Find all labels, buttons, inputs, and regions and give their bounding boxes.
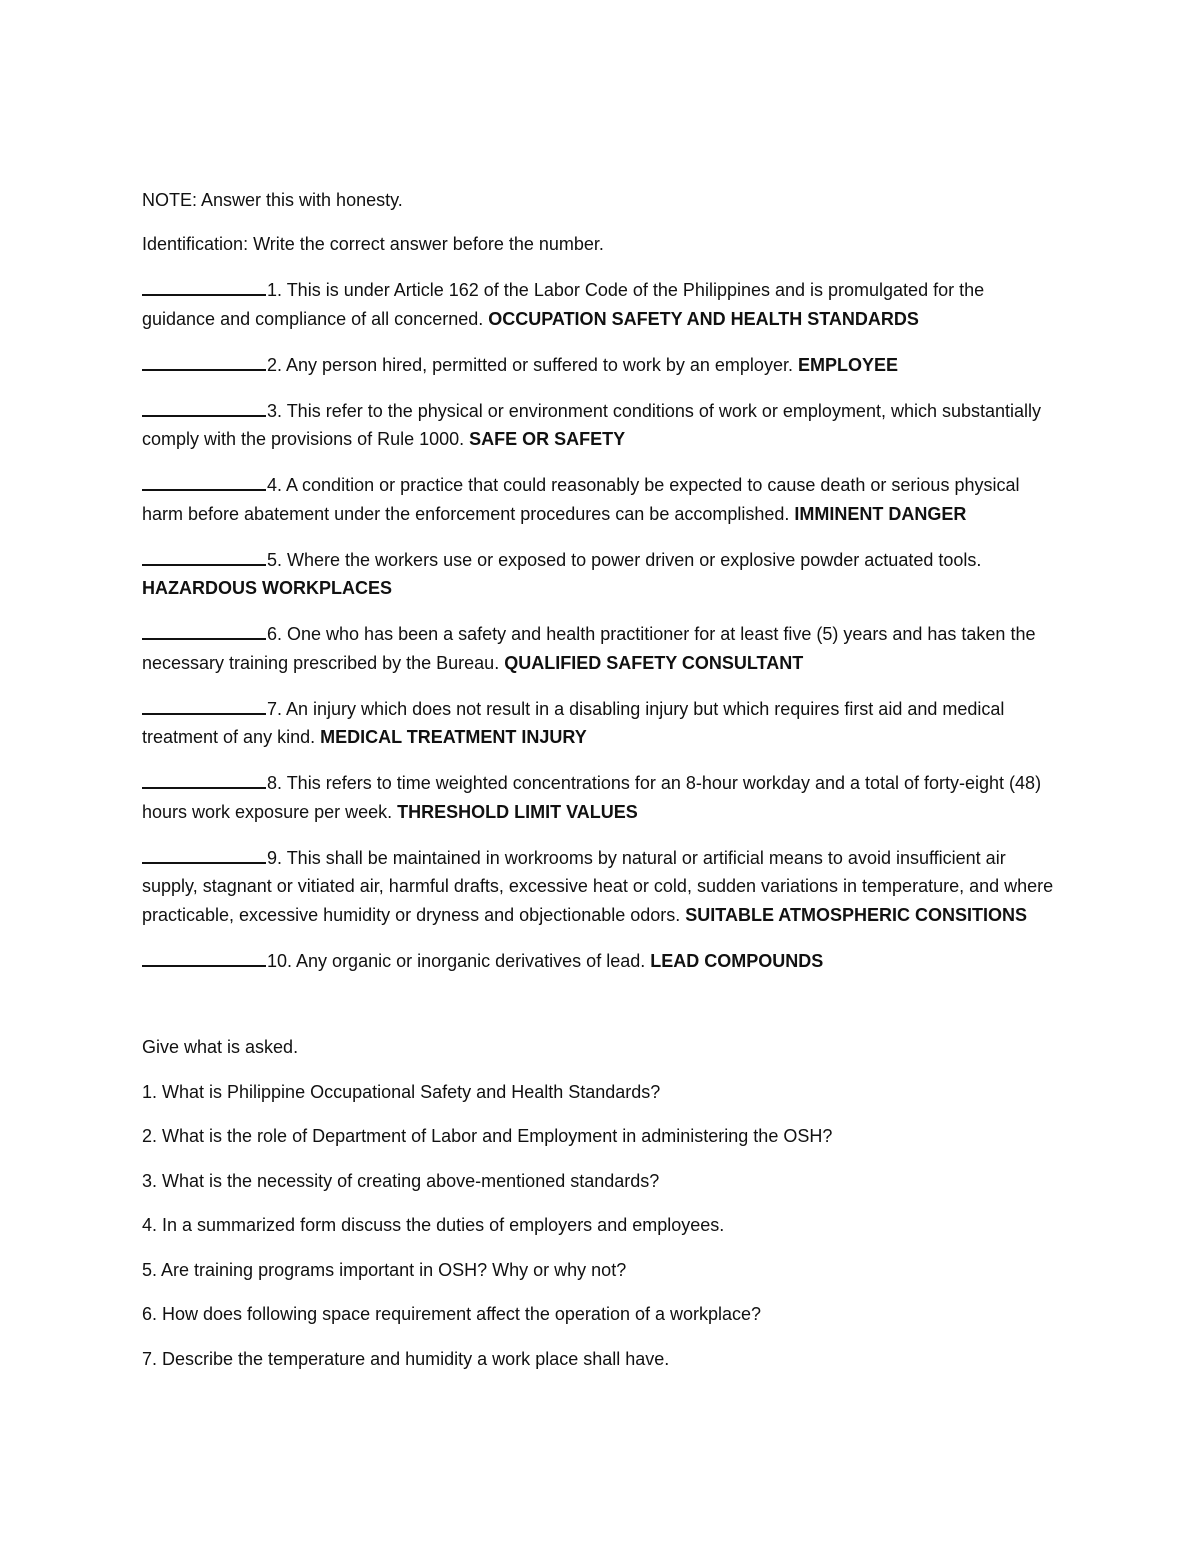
answer-blank[interactable] <box>142 349 266 371</box>
item-answer: SAFE OR SAFETY <box>469 429 626 449</box>
item-number: 2. <box>267 354 283 375</box>
question-item: 3. What is the necessity of creating above-mentioned standards? <box>142 1170 660 1191</box>
answer-blank[interactable] <box>142 274 266 296</box>
question-item: 7. Describe the temperature and humidity a work place shall have. <box>142 1348 670 1369</box>
identification-items <box>142 274 1062 975</box>
item-number: 9. <box>267 847 283 868</box>
item-number: 7. <box>267 698 283 719</box>
item-number: 1. <box>267 280 283 300</box>
list-item <box>142 544 1062 603</box>
item-text: An injury which does not result in a disabling injury but which requires first aid and medical treatment of any kind. <box>142 698 1005 747</box>
list-item <box>142 693 1062 752</box>
item-text: This is under Article 162 of the Labor Code of the Philippines and is promulgated for the guidance and compliance of all concerned. <box>142 280 985 329</box>
answer-blank[interactable] <box>142 618 266 640</box>
item-answer: EMPLOYEE <box>797 354 898 375</box>
instructions-text: Identification: Write the correct answer before the number. <box>142 234 604 254</box>
list-item <box>142 618 1062 677</box>
give-heading: Give what is asked. <box>142 1037 299 1057</box>
item-number: 3. <box>267 400 283 421</box>
item-answer: OCCUPATION SAFETY AND HEALTH STANDARDS <box>488 308 919 329</box>
answer-blank[interactable] <box>142 544 266 566</box>
question-item: 1. What is Philippine Occupational Safety and Health Standards? <box>142 1081 661 1102</box>
question-item: 6. How does following space requirement affect the operation of a workplace? <box>142 1304 762 1324</box>
answer-blank[interactable] <box>142 395 266 417</box>
list-item <box>142 395 1062 454</box>
item-answer: THRESHOLD LIMIT VALUES <box>397 801 638 822</box>
item-text: Where the workers use or exposed to power driven or explosive powder actuated tools. <box>282 549 982 570</box>
item-text: One who has been a safety and health practitioner for at least five (5) years and has taken the necessary training prescribed by the Bureau. <box>142 624 1036 673</box>
item-answer: MEDICAL TREATMENT INJURY <box>320 727 587 747</box>
item-answer: IMMINENT DANGER <box>794 503 967 524</box>
item-text: This refer to the physical or environment conditions of work or employment, which substantially comply with the provisions of Rule 1000. <box>142 400 1042 449</box>
item-answer: SUITABLE ATMOSPHERIC CONSITIONS <box>685 904 1027 925</box>
item-number: 4. <box>267 475 283 495</box>
list-item <box>142 349 1062 380</box>
answer-blank[interactable] <box>142 945 266 967</box>
item-text: Any person hired, permitted or suffered to work by an employer. <box>282 354 798 375</box>
item-number: 6. <box>267 624 283 644</box>
item-answer: HAZARDOUS WORKPLACES <box>142 578 392 598</box>
note-text: NOTE: Answer this with honesty. <box>142 190 403 210</box>
item-number: 10. <box>267 950 293 971</box>
list-item <box>142 945 1062 976</box>
question-item: 5. Are training programs important in OSH? Why or why not? <box>142 1259 627 1280</box>
item-answer: LEAD COMPOUNDS <box>650 950 824 971</box>
answer-blank[interactable] <box>142 767 266 789</box>
list-item <box>142 469 1062 528</box>
item-text: This shall be maintained in workrooms by natural or artificial means to avoid insufficient air supply, stagnant or vitiated air, harmful drafts, excessive heat or cold, sudden variations in temperature, and where practicable, excessive humidity or dryness and objectionable odors. <box>142 847 1054 925</box>
answer-blank[interactable] <box>142 693 266 715</box>
give-section <box>142 1033 1062 1373</box>
item-text: Any organic or inorganic derivatives of lead. <box>292 950 651 971</box>
item-answer: QUALIFIED SAFETY CONSULTANT <box>504 652 804 673</box>
document-page <box>142 186 1062 1389</box>
list-item <box>142 274 1062 333</box>
list-item <box>142 767 1062 826</box>
list-item <box>142 842 1062 930</box>
answer-blank[interactable] <box>142 469 266 491</box>
item-number: 8. <box>267 773 283 793</box>
answer-blank[interactable] <box>142 842 266 864</box>
question-item: 2. What is the role of Department of Labor and Employment in administering the OSH? <box>142 1126 833 1146</box>
question-item: 4. In a summarized form discuss the duties of employers and employees. <box>142 1215 725 1235</box>
item-text: This refers to time weighted concentrations for an 8-hour workday and a total of forty-eight (48) hours work exposure per week. <box>142 773 1042 822</box>
item-text: A condition or practice that could reasonably be expected to cause death or serious physical harm before abatement under the enforcement procedures can be accomplished. <box>142 475 1020 524</box>
item-number: 5. <box>267 549 283 570</box>
